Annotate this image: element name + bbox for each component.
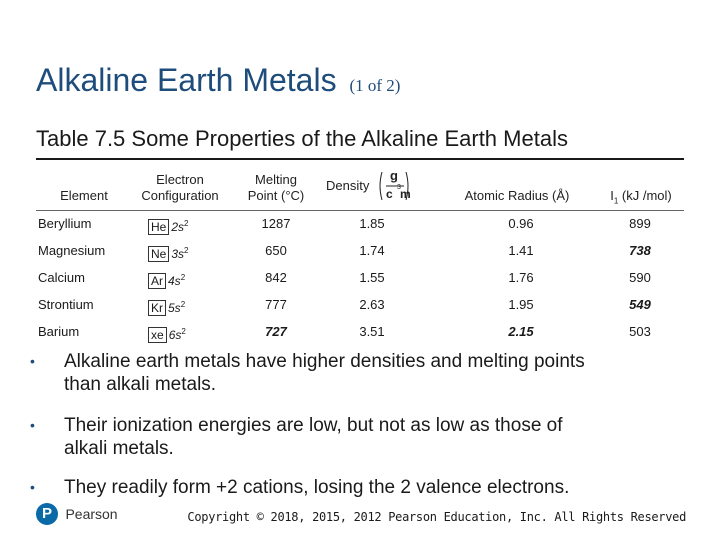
element-name: Barium [38, 324, 80, 339]
table-title: Table 7.5 Some Properties of the Alkaline Earth Metals [36, 126, 568, 151]
bullet-text [64, 350, 694, 396]
noble-gas-core: Kr [148, 300, 166, 316]
melting-point: 650 [265, 243, 287, 258]
pearson-logo [36, 503, 118, 525]
header-atomic-radius: Atomic Radius (Å) [464, 188, 570, 203]
valence-orbital: 4s [168, 274, 181, 288]
orbital-exponent: 2 [181, 327, 186, 336]
header-melting-line2: Point (°C) [247, 188, 305, 203]
electron-configuration [148, 324, 186, 340]
bullet-line: than alkali metals. [64, 374, 217, 395]
density-value: 3.51 [359, 324, 385, 339]
header-melting-point [234, 172, 318, 204]
table-row [36, 237, 684, 264]
ionization-energy: 549 [629, 297, 651, 312]
bullet-line: They readily form +2 cations, losing the 2 valence electrons. [64, 477, 570, 498]
copyright-notice: Copyright © 2018, 2015, 2012 Pearson Education, Inc. All Rights Reserved [187, 510, 686, 524]
bullet-text [64, 414, 694, 460]
atomic-radius: 2.15 [508, 324, 534, 339]
header-density [326, 168, 438, 204]
density-value: 1.74 [359, 243, 385, 258]
atomic-radius: 1.76 [508, 270, 534, 285]
valence-orbital: 2s [171, 220, 185, 234]
element-name: Strontium [38, 297, 94, 312]
bullet-line: Their ionization energies are low, but not as low as those of [64, 415, 563, 436]
pearson-wordmark: Pearson [65, 506, 118, 522]
header-melting-line1: Melting [255, 172, 297, 187]
density-unit-denominator-m: m [399, 187, 411, 201]
bullet-line: Alkaline earth metals have higher densities and melting points [64, 351, 585, 372]
density-unit-exponent: 3 [396, 184, 401, 191]
atomic-radius: 1.41 [508, 243, 534, 258]
electron-configuration [148, 297, 185, 313]
orbital-exponent: 2 [180, 273, 186, 282]
noble-gas-core: Ne [148, 246, 169, 262]
noble-gas-core: Ar [148, 273, 166, 289]
density-value: 1.85 [359, 216, 385, 231]
orbital-exponent: 2 [184, 246, 189, 255]
density-unit-fraction [377, 168, 411, 204]
element-name: Calcium [38, 270, 85, 285]
table-row [36, 264, 684, 291]
valence-orbital: 5s [168, 301, 181, 315]
valence-orbital: 6s [168, 328, 182, 342]
header-ionization-energy [598, 188, 684, 210]
header-ionization-subscript: 1 [613, 196, 619, 206]
noble-gas-core: xe [148, 327, 167, 343]
bullet-dot-icon: • [30, 353, 35, 369]
header-config-line1: Electron [156, 172, 204, 187]
noble-gas-core: He [148, 219, 169, 235]
density-unit-denominator-c: c [385, 187, 393, 201]
properties-table [36, 158, 684, 344]
table-row [36, 210, 684, 237]
electron-configuration [148, 243, 188, 259]
table-row [36, 291, 684, 318]
bullet-dot-icon: • [30, 417, 35, 433]
header-ionization-symbol: I [610, 188, 614, 203]
table-header [36, 160, 684, 211]
orbital-exponent: 2 [184, 219, 189, 228]
ionization-energy: 503 [629, 324, 651, 339]
melting-point: 842 [265, 270, 287, 285]
slide-title-subtitle: (1 of 2) [349, 76, 401, 95]
density-value: 2.63 [359, 297, 385, 312]
pearson-p-icon: P [36, 503, 58, 525]
density-unit-numerator: g [389, 168, 398, 183]
melting-point: 777 [265, 297, 287, 312]
slide-title-text: Alkaline Earth Metals [36, 62, 337, 98]
bullet-line: alkali metals. [64, 438, 174, 459]
ionization-energy: 590 [629, 270, 651, 285]
density-value: 1.55 [359, 270, 385, 285]
atomic-radius: 1.95 [508, 297, 534, 312]
bullet-text [64, 476, 694, 499]
orbital-exponent: 2 [180, 300, 186, 309]
element-name: Beryllium [38, 216, 92, 231]
slide-title [36, 62, 400, 99]
melting-point: 1287 [261, 216, 291, 231]
ionization-energy: 899 [629, 216, 651, 231]
header-ionization-unit: (kJ /mol) [618, 188, 672, 203]
header-config-line2: Configuration [141, 188, 219, 203]
electron-configuration [148, 216, 188, 232]
header-element: Element [60, 188, 108, 203]
header-electron-configuration [132, 172, 228, 204]
bullet-dot-icon: • [30, 479, 35, 495]
melting-point: 727 [265, 324, 287, 339]
atomic-radius: 0.96 [508, 216, 534, 231]
element-name: Magnesium [38, 243, 106, 258]
electron-configuration [148, 270, 185, 286]
table-row [36, 318, 684, 345]
header-density-label: Density [326, 178, 370, 193]
ionization-energy: 738 [629, 243, 651, 258]
valence-orbital: 3s [171, 247, 185, 261]
